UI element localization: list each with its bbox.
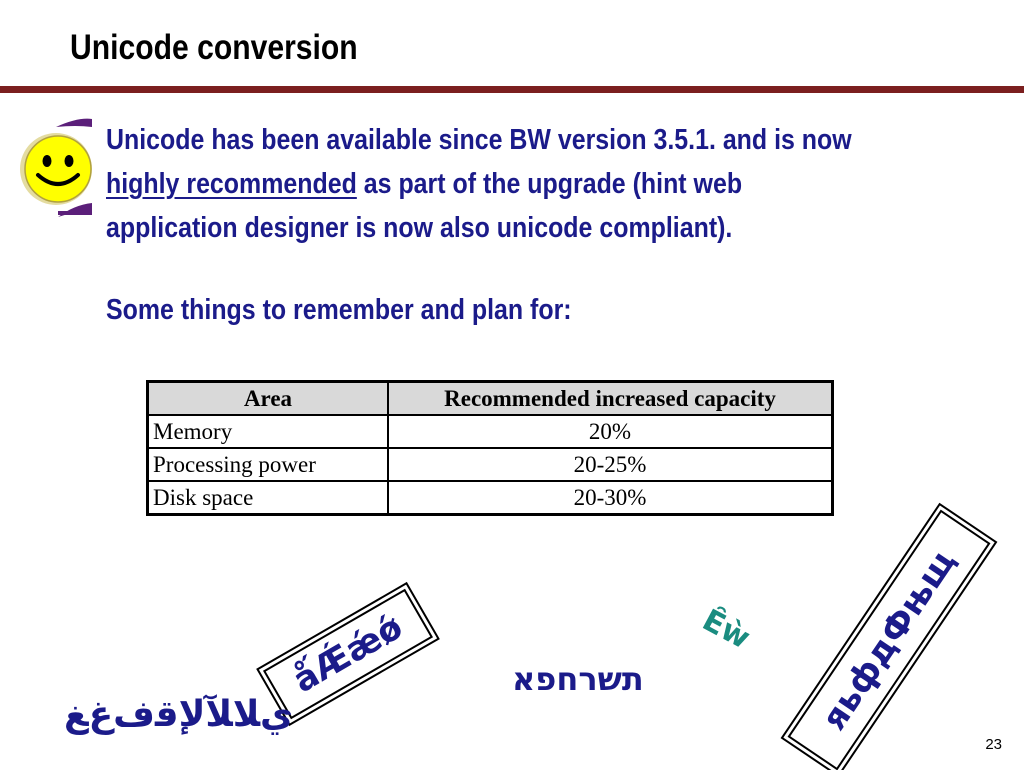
intro-text — [106, 118, 880, 332]
latin-sample-stamp: ǻǼǽǿ — [263, 589, 433, 719]
row-area: Disk space — [148, 481, 389, 515]
accented-sample: Ȇẁ — [696, 602, 756, 657]
intro-subheading: Some things to remember and plan for: — [106, 294, 572, 326]
smiley-icon — [18, 113, 100, 223]
row-area: Processing power — [148, 448, 389, 481]
capacity-table — [146, 380, 834, 516]
row-capacity: 20-25% — [388, 448, 833, 481]
slide-title: Unicode conversion — [70, 28, 358, 67]
hebrew-sample: תשרחפא — [512, 660, 644, 698]
title-divider — [0, 86, 1024, 93]
page-number: 23 — [985, 736, 1002, 753]
intro-part1: Unicode has been available since BW version 3.5.1. and is now — [106, 124, 852, 156]
table-row — [148, 481, 833, 515]
intro-underlined: highly recommended — [106, 168, 357, 200]
cyrillic-sample-stamp: яьфдФњщ — [788, 510, 991, 770]
table-header-row — [148, 382, 833, 416]
header-area: Area — [148, 382, 389, 416]
row-area: Memory — [148, 415, 389, 448]
intro-paragraph — [106, 118, 880, 250]
table-row — [148, 448, 833, 481]
row-capacity: 20% — [388, 415, 833, 448]
table-row — [148, 415, 833, 448]
header-capacity: Recommended increased capacity — [388, 382, 833, 416]
intro-part2: as part of the upgrade (hint web application designer is now also unicode compliant). — [106, 168, 743, 244]
arabic-sample: ﻱﻼﻶﻹﻗﻑﻍﻎ — [64, 694, 294, 735]
row-capacity: 20-30% — [388, 481, 833, 515]
